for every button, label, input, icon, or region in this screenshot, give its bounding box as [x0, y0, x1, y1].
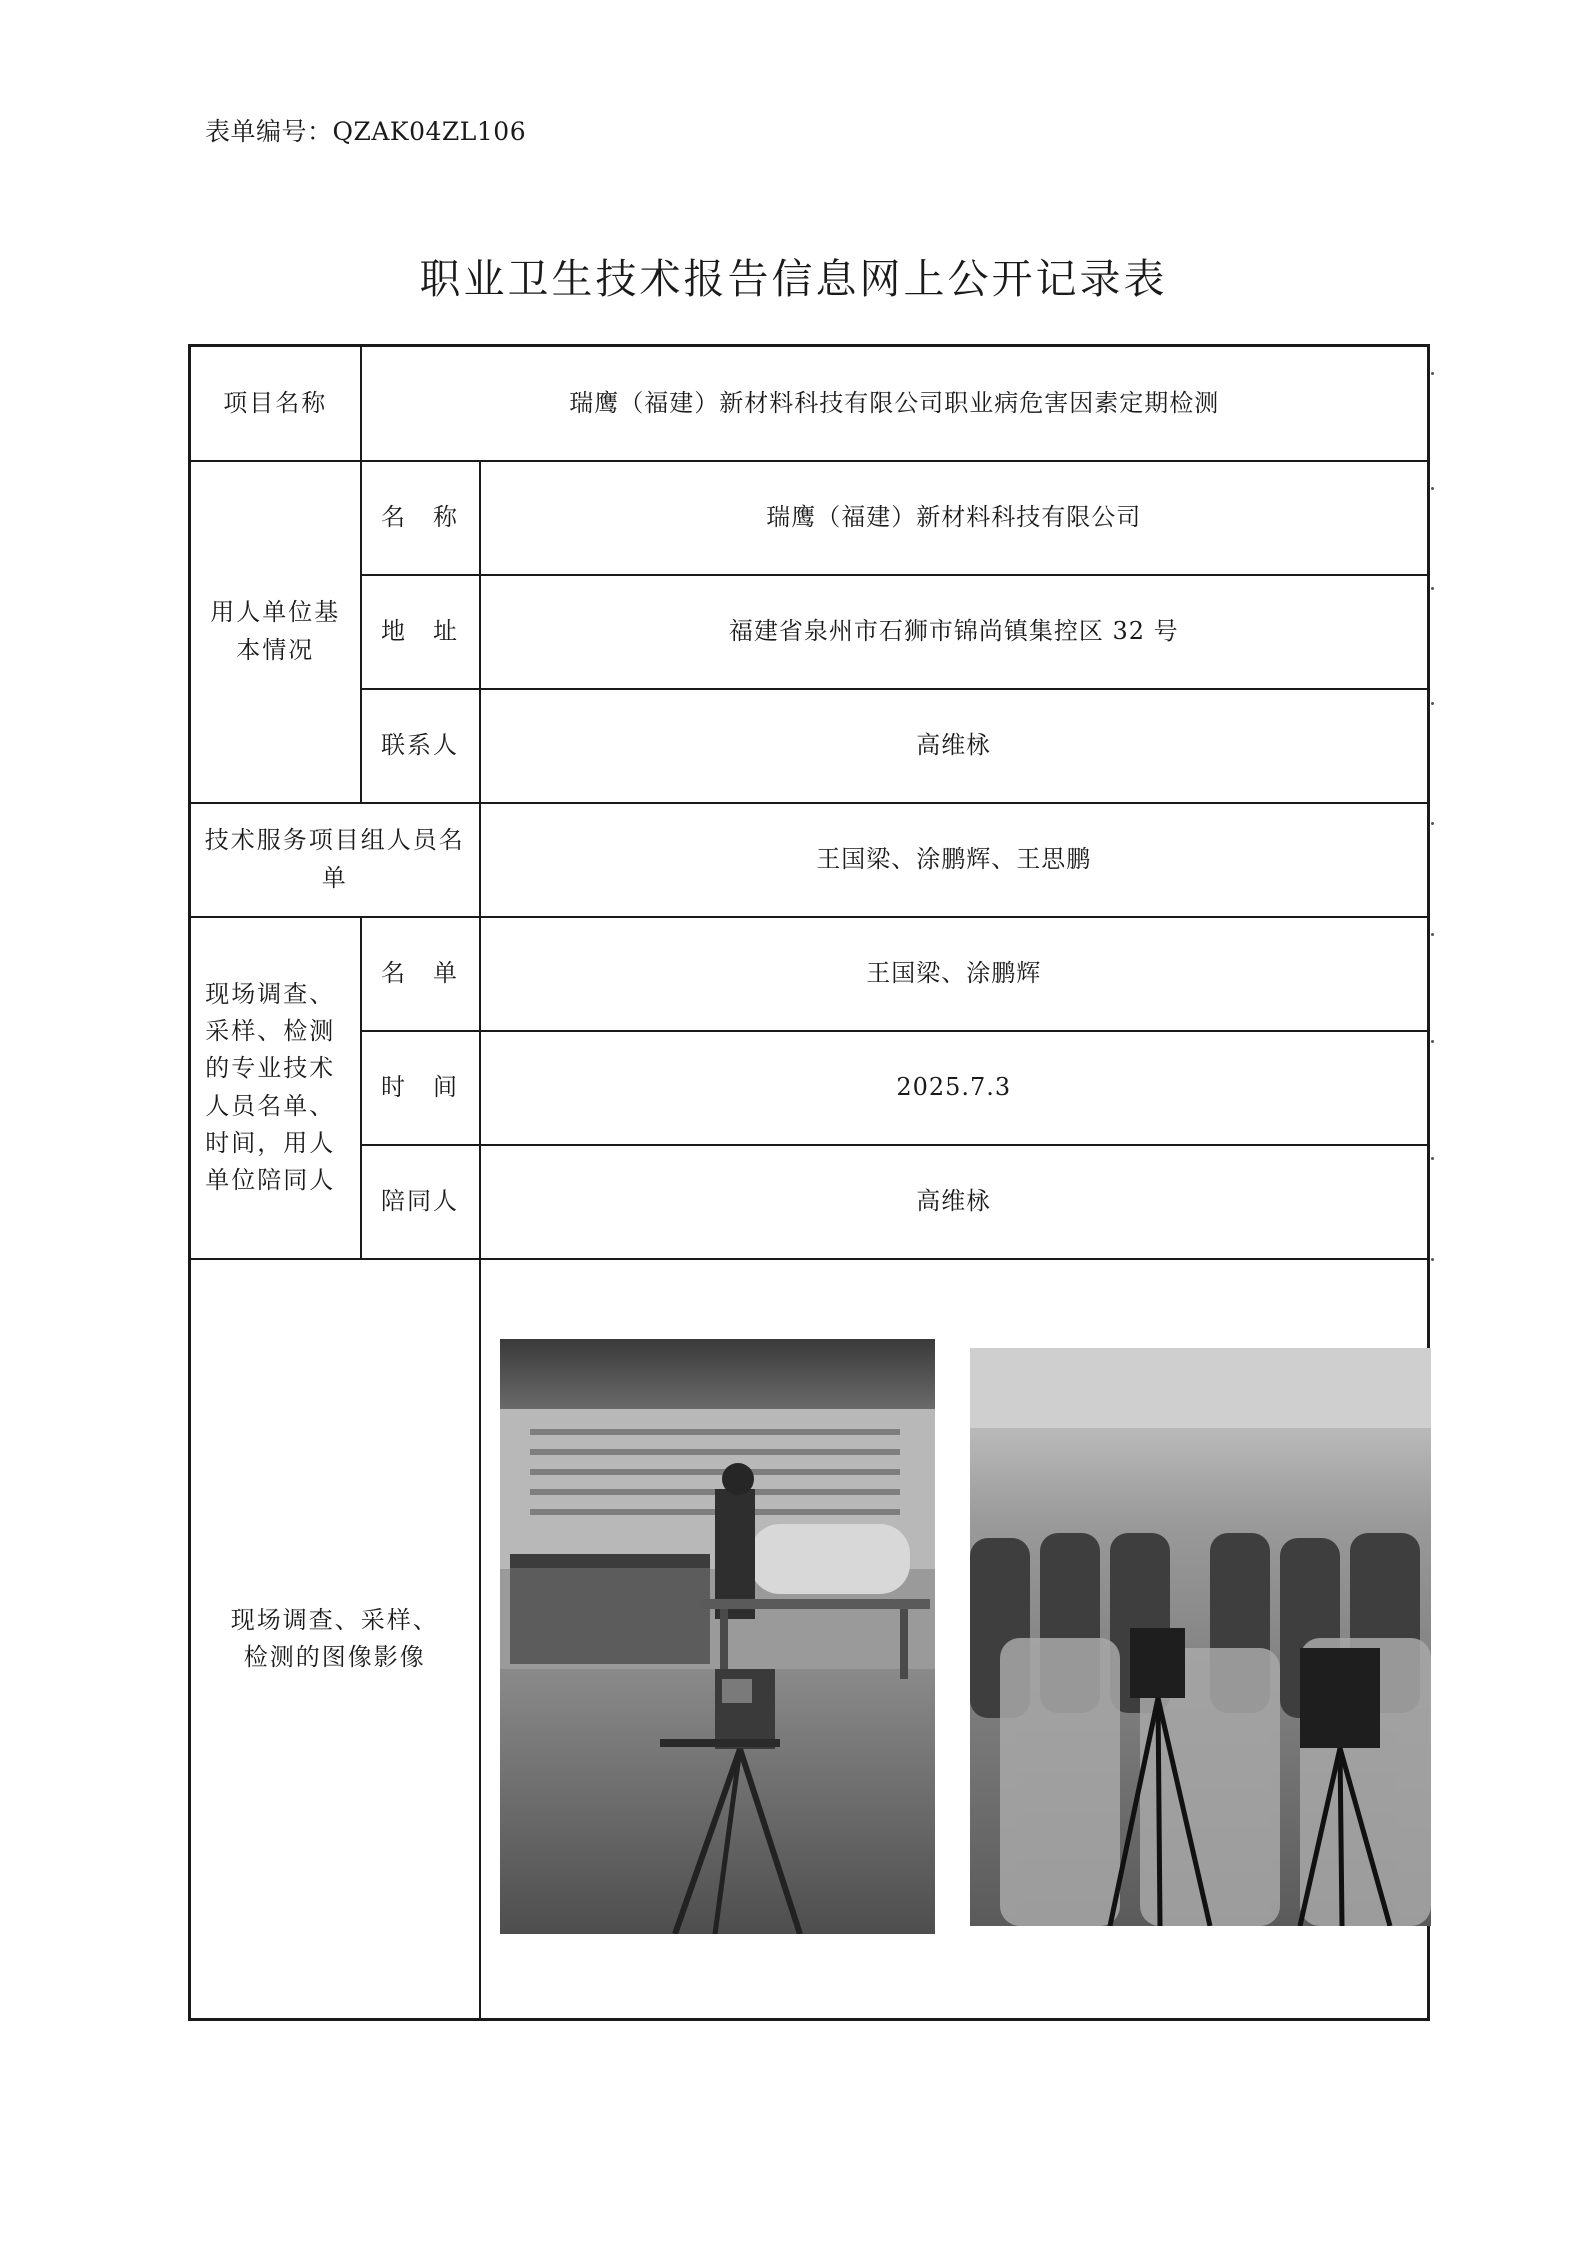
margin-mark	[1431, 822, 1434, 825]
margin-mark	[1431, 1040, 1434, 1043]
row-employer-address	[190, 575, 1429, 689]
row-survey-escort	[190, 1145, 1429, 1259]
survey-time-label: 时 间	[361, 1031, 480, 1145]
site-photo-warehouse	[970, 1348, 1431, 1926]
row-team	[190, 803, 1429, 917]
images-label-text: 现场调查、采样、检测的图像影像	[230, 1605, 439, 1671]
margin-mark	[1431, 1258, 1434, 1261]
survey-escort-label: 陪同人	[361, 1145, 480, 1259]
team-label-text: 技术服务项目组人员名单	[204, 826, 465, 892]
form-number: 表单编号：QZAK04ZL106	[205, 117, 527, 146]
employer-group-label	[190, 461, 361, 803]
project-name-value: 瑞鹰（福建）新材料科技有限公司职业病危害因素定期检测	[361, 346, 1429, 461]
margin-mark	[1431, 933, 1434, 936]
employer-contact-label: 联系人	[361, 689, 480, 803]
row-images	[190, 1259, 1429, 2020]
team-value: 王国梁、涂鹏辉、王思鹏	[480, 803, 1429, 917]
margin-mark	[1431, 487, 1434, 490]
margin-mark	[1431, 702, 1434, 705]
page-title: 职业卫生技术报告信息网上公开记录表	[419, 255, 1168, 303]
row-survey-list	[190, 917, 1429, 1031]
employer-name-label: 名 称	[361, 461, 480, 575]
images-label	[190, 1259, 480, 2020]
survey-list-label: 名 单	[361, 917, 480, 1031]
survey-escort-value: 高维栐	[480, 1145, 1429, 1259]
survey-group-label	[190, 917, 361, 1259]
row-survey-time	[190, 1031, 1429, 1145]
row-project-name	[190, 346, 1429, 461]
margin-mark	[1431, 587, 1434, 590]
survey-time-value: 2025.7.3	[480, 1031, 1429, 1145]
images-cell	[480, 1259, 1429, 2020]
margin-mark	[1431, 372, 1434, 375]
employer-group-label-text: 用人单位基本情况	[210, 598, 341, 664]
employer-address-label: 地 址	[361, 575, 480, 689]
project-name-label: 项目名称	[190, 346, 361, 461]
margin-mark	[1431, 1157, 1434, 1160]
employer-name-value: 瑞鹰（福建）新材料科技有限公司	[480, 461, 1429, 575]
survey-group-label-text: 现场调查、采样、检测的专业技术人员名单、时间，用人单位陪同人	[205, 979, 336, 1194]
site-photo-workshop	[500, 1339, 935, 1934]
team-label	[190, 803, 480, 917]
employer-address-value: 福建省泉州市石狮市锦尚镇集控区 32 号	[480, 575, 1429, 689]
row-employer-contact	[190, 689, 1429, 803]
row-employer-name	[190, 461, 1429, 575]
survey-list-value: 王国梁、涂鹏辉	[480, 917, 1429, 1031]
record-table	[188, 344, 1430, 2021]
employer-contact-value: 高维栐	[480, 689, 1429, 803]
